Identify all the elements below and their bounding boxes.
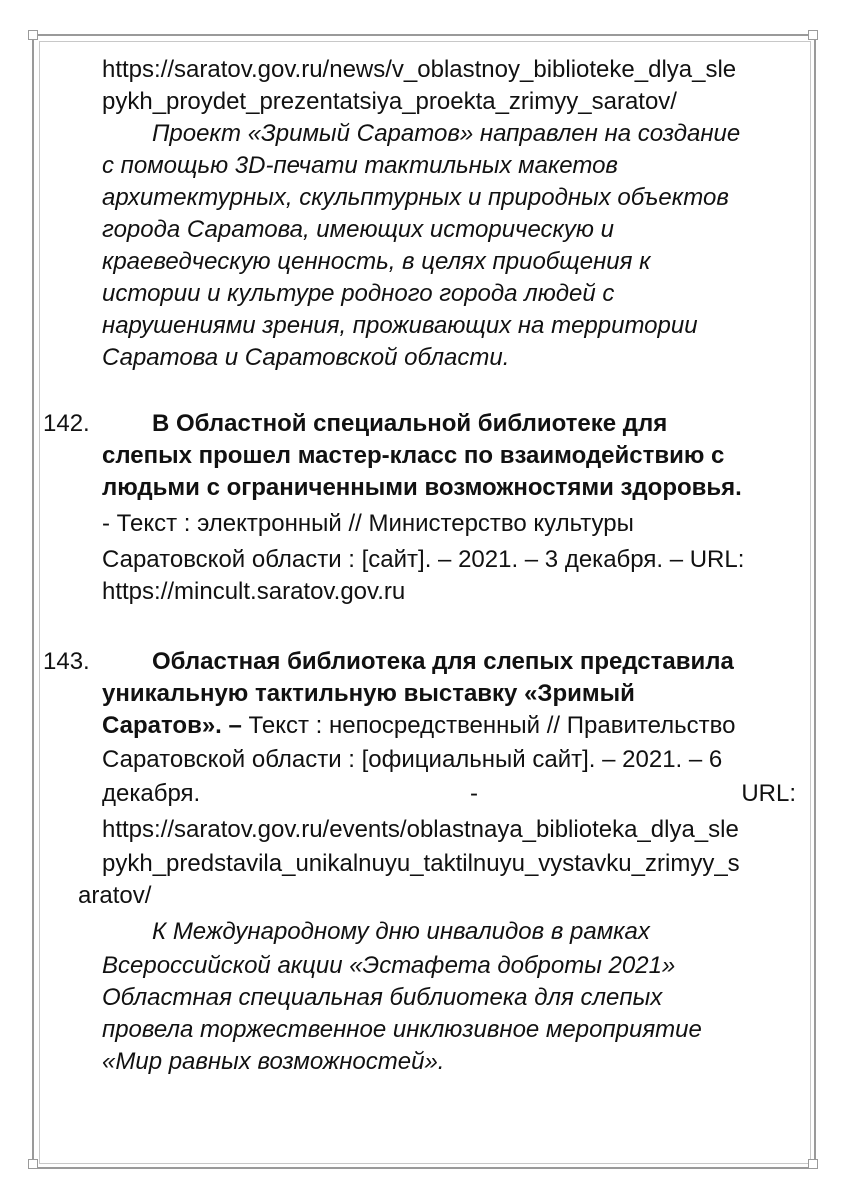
annotation-line: Проект «Зримый Саратов» направлен на создание bbox=[152, 120, 741, 147]
url-line[interactable]: pykh_proydet_prezentatsiya_proekta_zrimyy_saratov/ bbox=[102, 88, 677, 115]
annotation-line: Областная специальная библиотека для слепых bbox=[102, 984, 663, 1011]
annotation-line: Всероссийской акции «Эстафета доброты 2021» bbox=[102, 952, 676, 979]
entry-title-line: Областная библиотека для слепых представила bbox=[152, 648, 734, 675]
annotation-line: архитектурных, скульптурных и природных объектов bbox=[102, 184, 729, 211]
annotation-line: Саратова и Саратовской области. bbox=[102, 344, 510, 371]
annotation-line bbox=[102, 151, 796, 181]
separator-dash: - bbox=[470, 780, 478, 807]
entry-description-line: Саратовской области : [сайт]. – 2021. – 3 декабря. – URL: bbox=[102, 546, 745, 573]
entry-description-line bbox=[102, 779, 796, 809]
entry-title-end: Саратов». – bbox=[102, 712, 242, 739]
entry-title-line: людьми с ограниченными возможностями здоровья. bbox=[102, 474, 742, 501]
annotation-line: нарушениями зрения, проживающих на территории bbox=[102, 312, 698, 339]
entry-title-line: уникальную тактильную выставку «Зримый bbox=[102, 680, 635, 707]
entry-title-line: слепых прошел мастер-класс по взаимодействию с bbox=[102, 442, 725, 469]
annotation-line: «Мир равных возможностей». bbox=[102, 1048, 445, 1075]
annotation-line: города Саратова, имеющих историческую и bbox=[102, 216, 614, 243]
url-line[interactable]: https://saratov.gov.ru/news/v_oblastnoy_biblioteke_dlya_sle bbox=[102, 56, 737, 83]
entry-title-line: В Областной специальной библиотеке для bbox=[152, 410, 668, 437]
annotation-line: истории и культуре родного города людей с bbox=[102, 280, 615, 307]
entry-number: 143. bbox=[43, 648, 90, 675]
entry-description-line: Саратовской области : [официальный сайт]. – 2021. – 6 bbox=[102, 746, 723, 773]
url-label: URL: bbox=[741, 780, 796, 807]
url-line[interactable]: https://mincult.saratov.gov.ru bbox=[102, 578, 406, 605]
entry-title-line bbox=[102, 711, 735, 741]
date-text: декабря. bbox=[102, 780, 201, 807]
annotation-line: К Международному дню инвалидов в рамках bbox=[152, 918, 650, 945]
annotation-line: краеведческую ценность, в целях приобщения к bbox=[102, 248, 651, 275]
entry-number: 142. bbox=[43, 410, 90, 437]
entry-description-start: Текст : непосредственный // Правительство bbox=[241, 712, 736, 739]
url-line[interactable]: aratov/ bbox=[78, 882, 152, 909]
entry-description-line: - Текст : электронный // Министерство культуры bbox=[102, 510, 634, 537]
annotation-line: провела торжественное инклюзивное мероприятие bbox=[102, 1016, 702, 1043]
url-line[interactable]: https://saratov.gov.ru/events/oblastnaya_biblioteka_dlya_sle bbox=[102, 816, 739, 843]
url-line[interactable]: pykh_predstavila_unikalnuyu_taktilnuyu_vystavku_zrimyy_s bbox=[102, 850, 740, 877]
annotation-line-text: с помощью 3D-печати тактильных макетов bbox=[102, 152, 618, 179]
